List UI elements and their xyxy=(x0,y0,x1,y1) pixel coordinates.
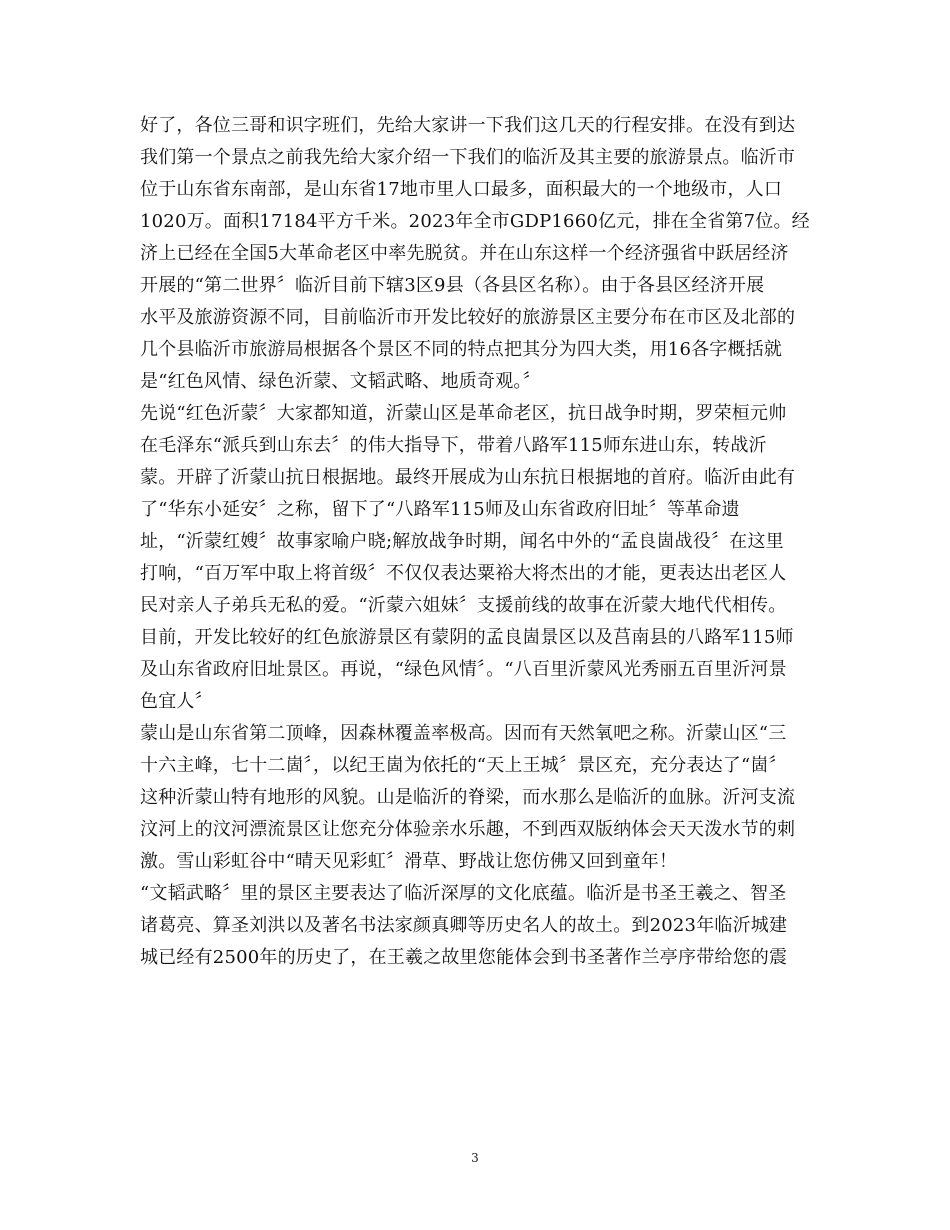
text-line: 激。雪山彩虹谷中“晴天见彩虹〞滑草、野战让您仿佛又回到童年！ xyxy=(140,851,678,872)
text-line: 及山东省政府旧址景区。再说，“绿色风情〞。“八百里沂蒙风光秀丽五百里沂河景 xyxy=(140,659,787,680)
text-line: 址，“沂蒙红嫂〞故事家喻户晓;解放战争时期，闻名中外的“孟良崮战役〞在这里 xyxy=(140,531,784,552)
text-line: 开展的“第二世界〞临沂目前下辖3区9县（各县区名称）。由于各县区经济开展 xyxy=(140,275,765,296)
text-line: 十六主峰，七十二崮〞，以纪王崮为依托的“天上王城〞景区充，充分表达了“崮〞 xyxy=(140,755,787,776)
text-line: 蒙。开辟了沂蒙山抗日根据地。最终开展成为山东抗日根据地的首府。临沂由此有 xyxy=(140,467,796,488)
text-line: 济上已经在全国5大革命老区中率先脱贫。并在山东这样一个经济强省中跃居经济 xyxy=(140,243,789,264)
text-line: 位于山东省东南部，是山东省17地市里人口最多，面积最大的一个地级市，人口 xyxy=(140,179,783,200)
text-line: 是“红色风情、绿色沂蒙、文韬武略、地质奇观。〞 xyxy=(140,371,541,392)
text-line: 这种沂蒙山特有地形的风貌。山是临沂的脊梁，而水那么是临沂的血脉。沂河支流 xyxy=(140,787,796,808)
text-line: 几个县临沂市旅游局根据各个景区不同的特点把其分为四大类，用16各字概括就 xyxy=(140,339,783,360)
text-line: 我们第一个景点之前我先给大家介绍一下我们的临沂及其主要的旅游景点。临沂市 xyxy=(140,147,796,168)
text-line: 目前，开发比较好的红色旅游景区有蒙阴的孟良崮景区以及莒南县的八路军115师 xyxy=(140,627,794,648)
text-line: 了“华东小延安〞之称，留下了“八路军115师及山东省政府旧址〞等革命遗 xyxy=(140,499,740,520)
text-line: 水平及旅游资源不同，目前临沂市开发比较好的旅游景区主要分布在市区及北部的 xyxy=(140,307,796,328)
page-number: 3 xyxy=(471,1151,479,1165)
text-line: “文韬武略〞里的景区主要表达了临沂深厚的文化底蕴。临沂是书圣王羲之、智圣 xyxy=(140,883,787,904)
text-line: 在毛泽东“派兵到山东去〞的伟大指导下，带着八路军115师东进山东，转战沂 xyxy=(140,435,767,456)
body-text xyxy=(140,110,820,974)
text-line: 诸葛亮、算圣刘洪以及著名书法家颜真卿等历史名人的故土。到2023年临沂城建 xyxy=(140,915,788,936)
text-line: 先说“红色沂蒙〞大家都知道，沂蒙山区是革命老区，抗日战争时期，罗荣桓元帅 xyxy=(140,403,787,424)
text-line: 打响，“百万军中取上将首级〞不仅仅表达粟裕大将杰出的才能，更表达出老区人 xyxy=(140,563,787,584)
text-line: 色宜人〞 xyxy=(140,691,213,712)
text-line: 汶河上的汶河漂流景区让您充分体验亲水乐趣，不到西双版纳体会天天泼水节的刺 xyxy=(140,819,796,840)
text-line: 民对亲人子弟兵无私的爱。“沂蒙六姐妹〞支援前线的故事在沂蒙大地代代相传。 xyxy=(140,595,787,616)
text-line: 城已经有2500年的历史了，在王羲之故里您能体会到书圣著作兰亭序带给您的震 xyxy=(140,947,788,968)
text-line: 好了，各位三哥和识字班们，先给大家讲一下我们这几天的行程安排。在没有到达 xyxy=(140,115,796,136)
text-line: 蒙山是山东省第二顶峰，因森林覆盖率极高。因而有天然氧吧之称。沂蒙山区“三 xyxy=(140,723,787,744)
text-line: 1020万。面积17184平方千米。2023年全市GDP1660亿元，排在全省第7位。经 xyxy=(140,211,810,232)
